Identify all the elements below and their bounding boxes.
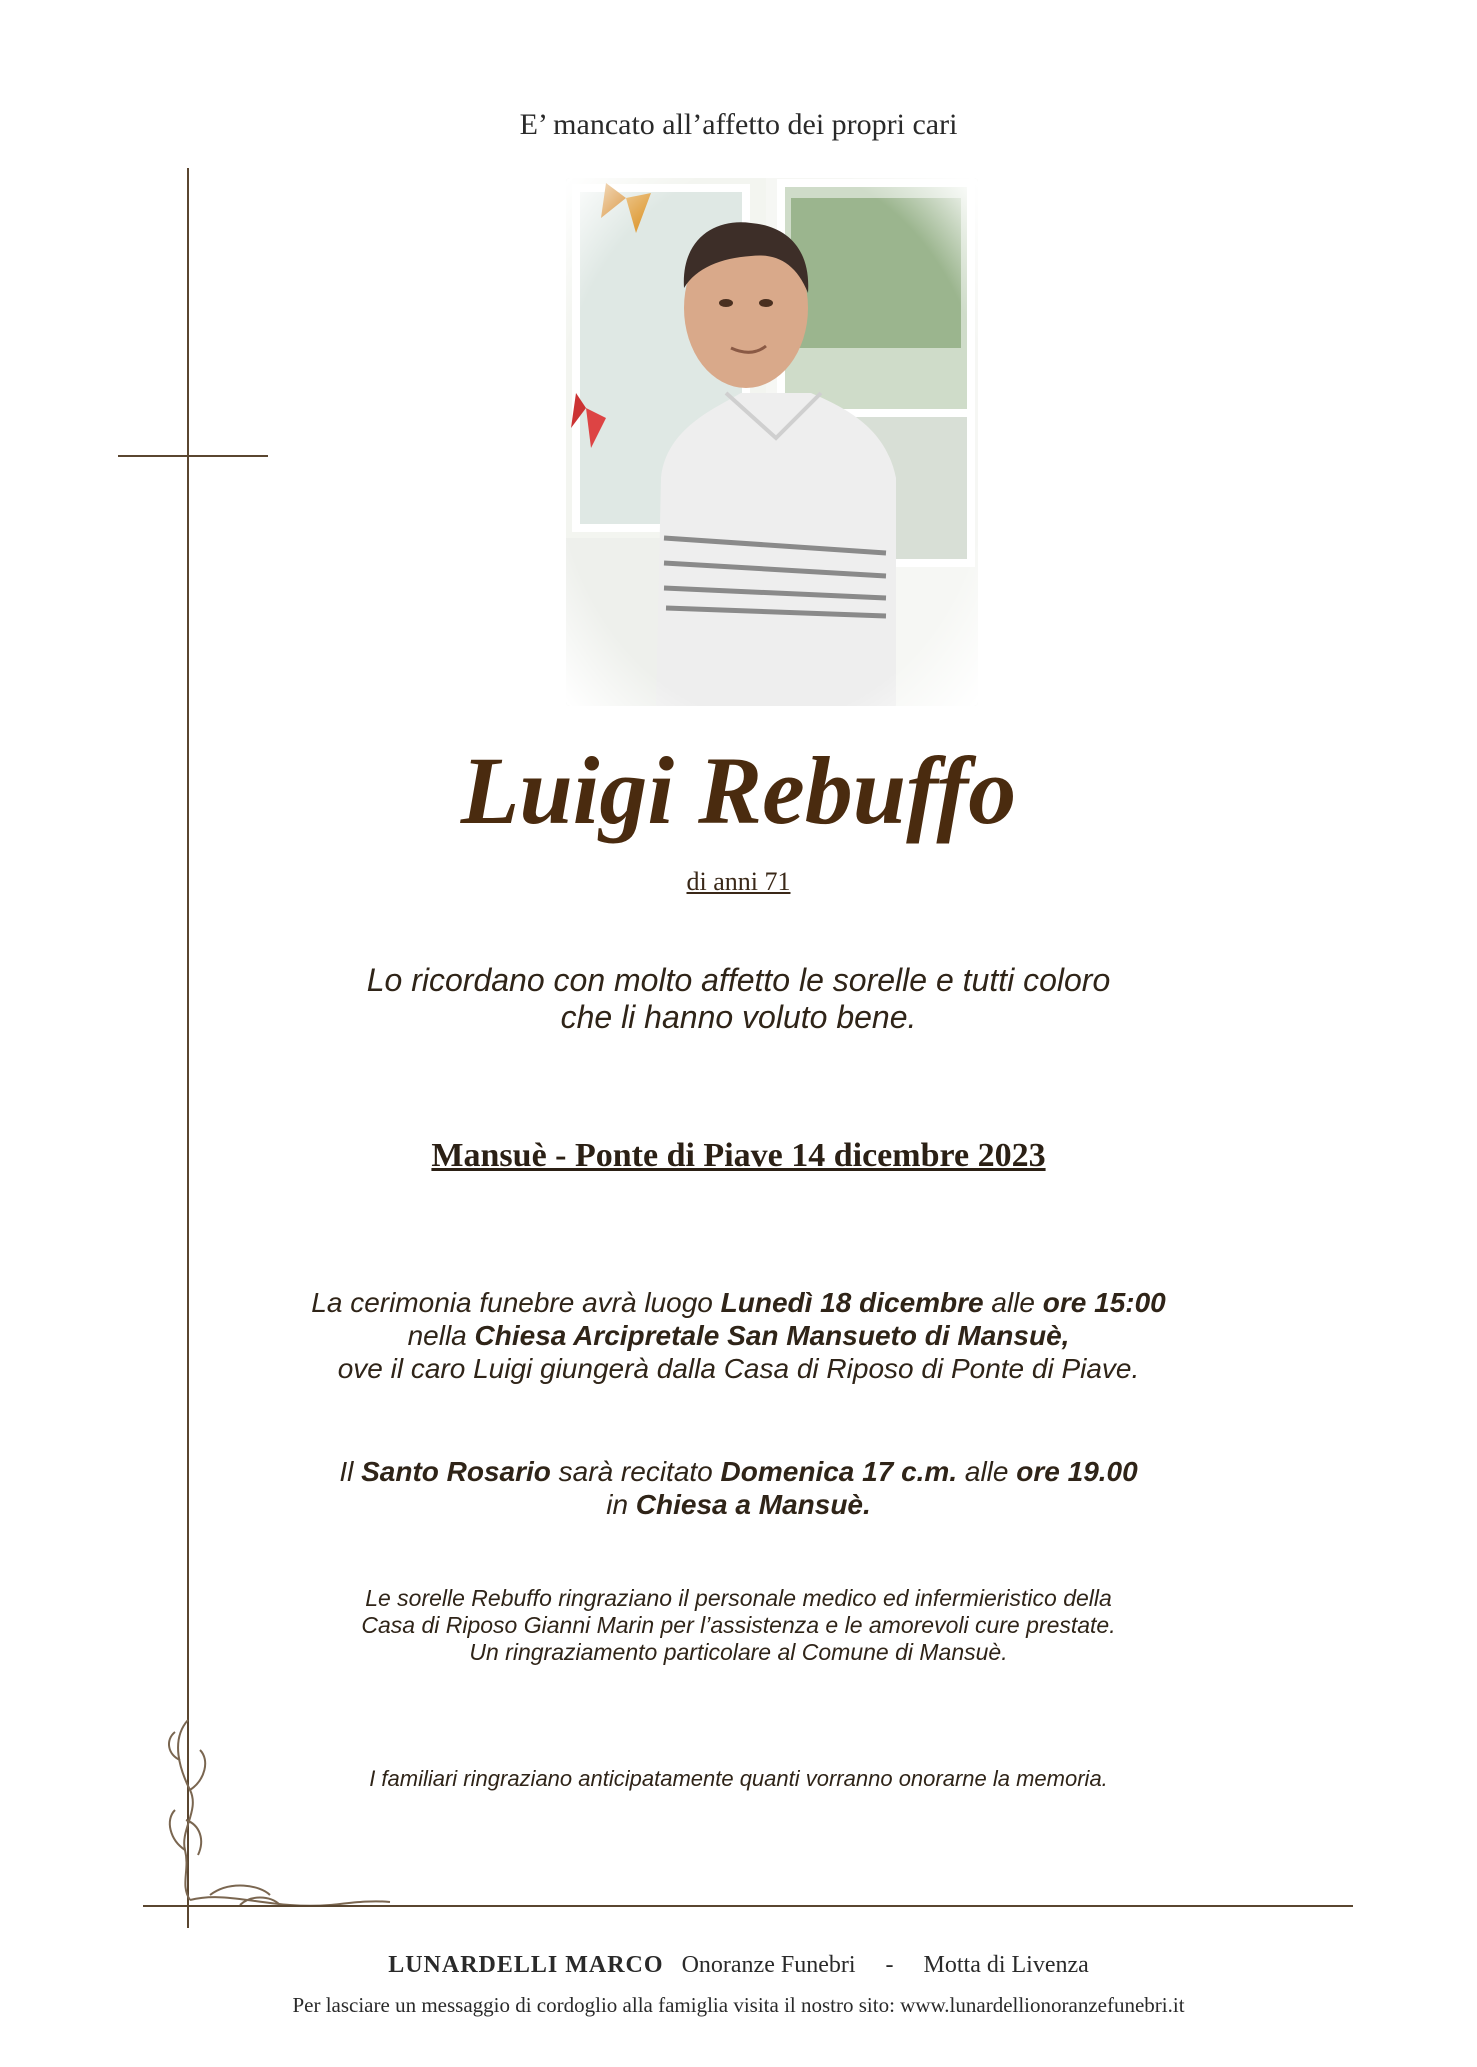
ceremony-line-3: ove il caro Luigi giungerà dalla Casa di Riposo di Ponte di Piave. <box>337 1353 1140 1384</box>
place-date: Mansuè - Ponte di Piave 14 dicembre 2023 <box>431 1137 1046 1174</box>
family-thanks: I familiari ringraziano anticipatamente quanti vorranno onorarne la memoria. <box>369 1766 1108 1791</box>
footer-divider <box>143 1905 1353 1907</box>
rosary-info <box>0 1455 1477 1521</box>
memory-line-2: che li hanno voluto bene. <box>560 999 917 1035</box>
portrait-photo <box>566 178 978 706</box>
firm-city: Motta di Livenza <box>923 1952 1089 1978</box>
thanks-line-3: Un ringraziamento particolare al Comune di Mansuè. <box>469 1639 1008 1665</box>
thanks-message <box>0 1585 1477 1666</box>
floral-ornament-icon <box>150 1700 400 1930</box>
firm-name: LUNARDELLI MARCO <box>388 1952 664 1978</box>
intro-text: E’ mancato all’affetto dei propri cari <box>519 108 958 141</box>
ceremony-line-2: nella Chiesa Arcipretale San Mansueto di Mansuè, <box>407 1320 1070 1351</box>
rosary-line-2: in Chiesa a Mansuè. <box>606 1489 871 1520</box>
rosary-line-1: Il Santo Rosario sarà recitato Domenica 17 c.m. alle ore 19.00 <box>339 1456 1138 1487</box>
ceremony-info <box>0 1286 1477 1385</box>
deceased-age: di anni 71 <box>686 867 791 896</box>
cross-horizontal-line <box>118 455 268 457</box>
ceremony-line-1: La cerimonia funebre avrà luogo Lunedì 18 dicembre alle ore 15:00 <box>311 1287 1166 1318</box>
memory-line-1: Lo ricordano con molto affetto le sorelle e tutti coloro <box>366 962 1111 998</box>
thanks-line-2: Casa di Riposo Gianni Marin per l’assistenza e le amorevoli cure prestate. <box>361 1612 1116 1638</box>
footer-firm-line <box>0 1952 1477 1979</box>
firm-service: Onoranze Funebri <box>681 1952 856 1978</box>
memory-message <box>0 962 1477 1036</box>
footer-website-message: Per lasciare un messaggio di cordoglio alla famiglia visita il nostro sito: www.lunardellionoranzefunebri.it <box>292 1993 1185 2017</box>
deceased-name: Luigi Rebuffo <box>460 737 1017 844</box>
thanks-line-1: Le sorelle Rebuffo ringraziano il personale medico ed infermieristico della <box>365 1585 1112 1611</box>
footer-separator: - <box>885 1952 894 1978</box>
